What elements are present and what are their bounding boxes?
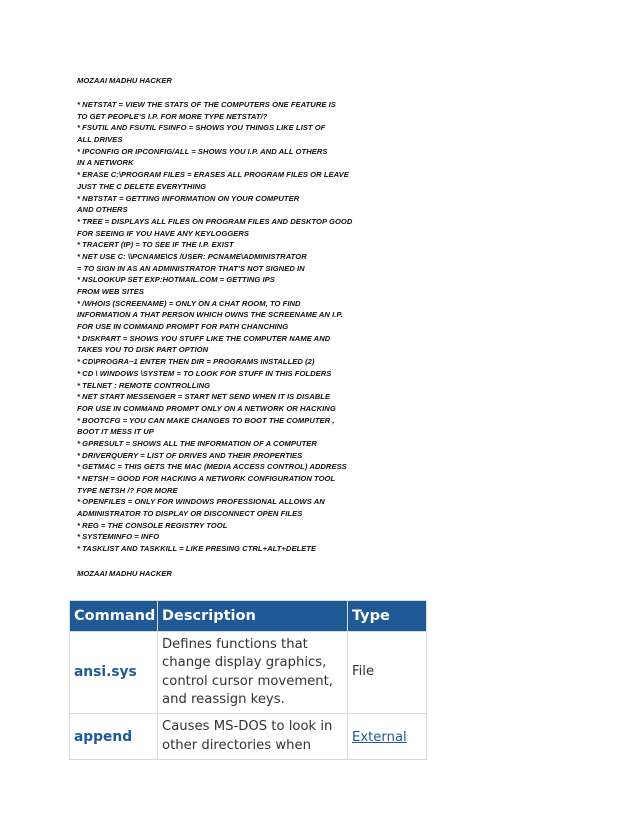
command-line: AND OTHERS [77,205,128,215]
command-line: * NSLOOKUP SET EXP:HOTMAIL.COM = GETTING IPS [77,275,275,285]
command-line: * TASKLIST AND TASKKILL = LIKE PRESING CTRL+ALT+DELETE [77,544,317,554]
command-line: * GPRESULT = SHOWS ALL THE INFORMATION OF A COMPUTER [77,438,317,448]
command-cell [70,714,158,760]
header-command: Command [70,601,158,632]
command-line: * REG = THE CONSOLE REGISTRY TOOL [77,520,228,530]
command-line: TYPE NETSH /? FOR MORE [77,485,178,495]
command-line: * IPCONFIG OR IPCONFIG/ALL = SHOWS YOU I.P. AND ALL OTHERS [77,146,328,156]
command-line: * FSUTIL AND FSUTIL FSINFO = SHOWS YOU THINGS LIKE LIST OF [77,123,326,133]
type-link-external[interactable]: External [352,729,407,745]
command-line: FOR USE IN COMMAND PROMPT FOR PATH CHANCHING [77,322,289,332]
command-name: append [74,729,133,746]
command-line: IN A NETWORK [77,158,134,168]
command-line: * NETSH = GOOD FOR HACKING A NETWORK CONFIGURATION TOOL [77,474,336,483]
command-line: * /WHOIS (SCREENAME) = ONLY ON A CHAT ROOM, TO FIND [77,298,301,308]
table-row [70,632,427,714]
header-description: Description [158,601,348,632]
command-line: * BOOTCFG = YOU CAN MAKE CHANGES TO BOOT THE COMPUTER , [77,415,335,425]
command-line: BOOT IT MESS IT UP [77,427,154,437]
description-cell: Defines functions that change display graphics, control cursor movement, and reassign keys. [158,632,348,714]
command-line: * DISKPART = SHOWS YOU STUFF LIKE THE COMPUTER NAME AND [77,333,331,343]
command-table [69,600,427,760]
command-line: * CD \ WINDOWS \SYSTEM = TO LOOK FOR STUFF IN THIS FOLDERS [77,368,332,378]
description-text: Causes MS-DOS to look in other directories when [162,719,333,753]
command-line: * GETMAC = THIS GETS THE MAC (MEDIA ACCESS CONTROL) ADDRESS [77,462,347,472]
type-cell: File [348,632,427,714]
command-line: ADMINISTRATOR TO DISPLAY OR DISCONNECT OPEN FILES [77,509,303,519]
command-line: TO GET PEOPLE'S I.P. FOR MORE TYPE NETSTAT/? [77,111,268,121]
command-line: * NETSTAT = VIEW THE STATS OF THE COMPUTERS ONE FEATURE IS [77,100,336,109]
top-heading: MOZAAI MADHU HACKER [77,76,172,85]
command-line: * CD\PROGRA~1 ENTER THEN DIR = PROGRAMS INSTALLED (2) [77,357,315,367]
command-line: * OPENFILES = ONLY FOR WINDOWS PROFESSIONAL ALLOWS AN [77,497,325,507]
command-list [77,99,597,555]
description-cell [158,714,348,760]
command-cell [70,632,158,714]
command-line: INFORMATION A THAT PERSON WHICH OWNS THE SCREENAME AN I.P. [77,310,343,320]
command-line: * TELNET : REMOTE CONTROLLING [77,380,211,390]
command-name: ansi.sys [74,663,137,680]
command-line: TAKES YOU TO DISK PART OPTION [77,345,209,355]
command-line: * DRIVERQUERY = LIST OF DRIVES AND THEIR PROPERTIES [77,450,303,460]
command-line: * NBTSTAT = GETTING INFORMATION ON YOUR COMPUTER [77,193,300,203]
command-line: ALL DRIVES [77,135,123,145]
table-row [70,714,427,760]
command-line: FROM WEB SITES [77,287,144,296]
command-line: FOR USE IN COMMAND PROMPT ONLY ON A NETWORK OR HACKING [77,403,336,413]
command-line: * SYSTEMINFO = INFO [77,532,160,542]
command-line: JUST THE C DELETE EVERYTHING [77,181,207,191]
type-cell[interactable] [348,714,427,760]
command-line: = TO SIGN IN AS AN ADMINISTRATOR THAT'S NOT SIGNED IN [77,263,305,273]
header-type: Type [348,601,427,632]
command-line: * NET USE C: \\PCNAME\C$ /USER: PCNAME\ADMINISTRATOR [77,251,307,261]
command-line: * ERASE C:\PROGRAM FILES = ERASES ALL PROGRAM FILES OR LEAVE [77,170,349,180]
command-line: * NET START MESSENGER = START NET SEND WHEN IT IS DISABLE [77,392,331,402]
command-line: * TREE = DISPLAYS ALL FILES ON PROGRAM FILES AND DESKTOP GOOD [77,216,353,226]
bottom-heading: MOZAAI MADHU HACKER [77,569,172,578]
command-line: * TRACERT (IP) = TO SEE IF THE I.P. EXIST [77,240,234,250]
table-header-row [70,601,427,632]
command-line: FOR SEEING IF YOU HAVE ANY KEYLOGGERS [77,228,250,238]
